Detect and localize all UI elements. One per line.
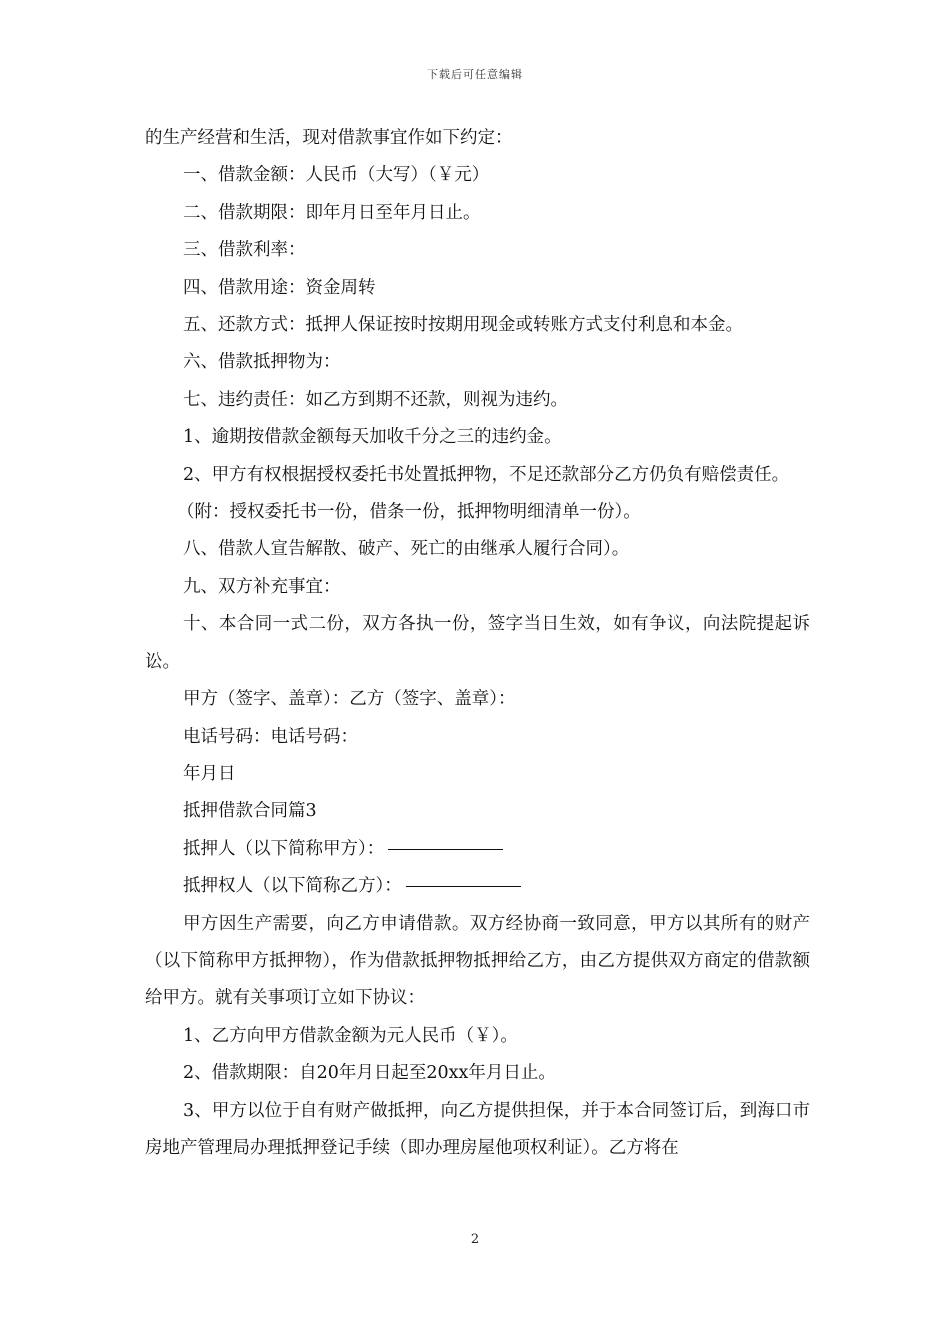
- section-title: 抵押借款合同篇3: [183, 801, 317, 822]
- clause-copies: 十、本合同一式二份，双方各执一份，签字当日生效，如有争议，向法院提起诉讼。: [145, 614, 810, 672]
- article-3: 3、甲方以位于自有财产做抵押，向乙方提供担保，并于本合同签订后，到海口市房地产管理局办理抵押登记手续（即办理房屋他项权利证）。乙方将在: [145, 1100, 810, 1158]
- mortgagee-line: 抵押权人（以下简称乙方）：: [145, 868, 810, 905]
- article-2: 2、借款期限：自20年月日起至20xx年月日止。: [183, 1063, 556, 1084]
- fill-in-blank: [388, 849, 503, 850]
- mortgagor-line: 抵押人（以下简称甲方）：: [145, 831, 810, 868]
- preamble-paragraph: 甲方因生产需要，向乙方申请借款。双方经协商一致同意，甲方以其所有的财产（以下简称甲方抵押物），作为借款抵押物抵押给乙方，由乙方提供双方商定的借款额给甲方。就有关事项订立如下协议：: [145, 913, 810, 1009]
- clause-loan-term: 二、借款期限：即年月日至年月日止。: [183, 202, 481, 223]
- article-1: 1、乙方向甲方借款金额为元人民币（￥）。: [183, 1025, 518, 1046]
- clause-supplement: 九、双方补充事宜：: [183, 576, 341, 597]
- sub-clause-1: 1、逾期按借款金额每天加收千分之三的违约金。: [183, 427, 562, 448]
- phone-line: 电话号码：电话号码：: [183, 726, 358, 747]
- clause-liability: 七、违约责任：如乙方到期不还款，则视为违约。: [183, 389, 568, 410]
- sub-clause-2: 2、甲方有权根据授权委托书处置抵押物，不足还款部分乙方仍负有赔偿责任。: [183, 464, 790, 485]
- fill-in-blank: [406, 886, 521, 887]
- clause-repayment: 五、还款方式：抵押人保证按时按期用现金或转账方式支付利息和本金。: [183, 315, 743, 336]
- paragraph: 的生产经营和生活，现对借款事宜作如下约定：: [145, 128, 513, 148]
- page-number: 2: [470, 1232, 480, 1247]
- document-body: [145, 120, 810, 1167]
- page-header: 下载后可任意编辑: [427, 68, 523, 81]
- clause-succession: 八、借款人宣告解散、破产、死亡的由继承人履行合同）。: [183, 539, 630, 560]
- attachment-note: （附：授权委托书一份，借条一份，抵押物明细清单一份）。: [177, 502, 641, 523]
- date-line: 年月日: [183, 763, 236, 784]
- clause-interest-rate: 三、借款利率：: [183, 240, 306, 261]
- clause-collateral: 六、借款抵押物为：: [183, 352, 341, 373]
- clause-loan-amount: 一、借款金额：人民币（大写）（￥元）: [183, 165, 490, 186]
- clause-loan-purpose: 四、借款用途：资金周转: [183, 277, 376, 298]
- signature-line: 甲方（签字、盖章）：乙方（签字、盖章）：: [183, 689, 516, 710]
